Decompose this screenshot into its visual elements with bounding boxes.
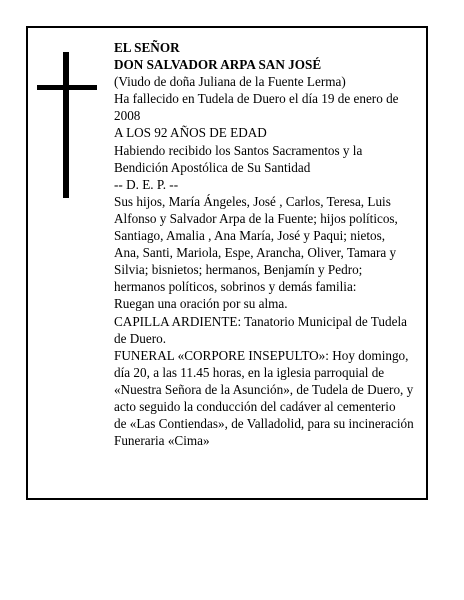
cross-horizontal-bar — [37, 85, 97, 90]
obituary-text — [114, 39, 434, 449]
notice-line-sacraments: Habiendo recibido los Santos Sacramentos y la — [114, 142, 363, 158]
notice-line-age: A LOS 92 AÑOS DE EDAD — [114, 125, 267, 141]
notice-line-funeral-5: de «Las Contiendas», de Valladolid, para su incineración — [114, 416, 414, 432]
notice-line-name: DON SALVADOR ARPA SAN JOSÉ — [114, 57, 322, 73]
notice-line-family-1: Sus hijos, María Ángeles, José , Carlos, Teresa, Luis — [114, 193, 391, 209]
notice-line-funeral-2: día 20, a las 11.45 horas, en la iglesia parroquial de — [114, 364, 385, 380]
notice-line-chapel-1: CAPILLA ARDIENTE: Tanatorio Municipal de Tudela — [114, 313, 407, 329]
notice-line-family-4: Ana, Santi, Mariola, Espe, Arancha, Oliver, Tamara y — [114, 245, 397, 261]
notice-line-widower: (Viudo de doña Juliana de la Fuente Lerma) — [114, 74, 346, 90]
notice-line-title: EL SEÑOR — [114, 40, 180, 55]
notice-line-chapel-2: de Duero. — [114, 330, 166, 346]
latin-cross-icon — [37, 52, 97, 198]
cross-vertical-bar — [63, 52, 69, 198]
notice-line-funeral-home: Funeraria «Cima» — [114, 433, 210, 449]
notice-line-family-2: Alfonso y Salvador Arpa de la Fuente; hijos políticos, — [114, 210, 398, 226]
notice-line-funeral-3: «Nuestra Señora de la Asunción», de Tudela de Duero, y — [114, 381, 414, 397]
notice-line-rip: -- D. E. P. -- — [114, 176, 179, 192]
notice-line-family-6: hermanos políticos, sobrinos y demás familia: — [114, 279, 357, 295]
notice-line-death: Ha fallecido en Tudela de Duero el día 19 de enero de — [114, 91, 399, 107]
notice-line-year: 2008 — [114, 108, 141, 124]
notice-line-funeral-4: acto seguido la conducción del cadáver al cementerio — [114, 398, 396, 414]
notice-line-funeral-1: FUNERAL «CORPORE INSEPULTO»: Hoy domingo, — [114, 347, 409, 363]
notice-line-blessing: Bendición Apostólica de Su Santidad — [114, 159, 311, 175]
notice-line-prayer: Ruegan una oración por su alma. — [114, 296, 288, 312]
notice-line-family-5: Silvia; bisnietos; hermanos, Benjamín y Pedro; — [114, 262, 363, 278]
notice-line-family-3: Santiago, Amalia , Ana María, José y Paqui; nietos, — [114, 228, 386, 244]
